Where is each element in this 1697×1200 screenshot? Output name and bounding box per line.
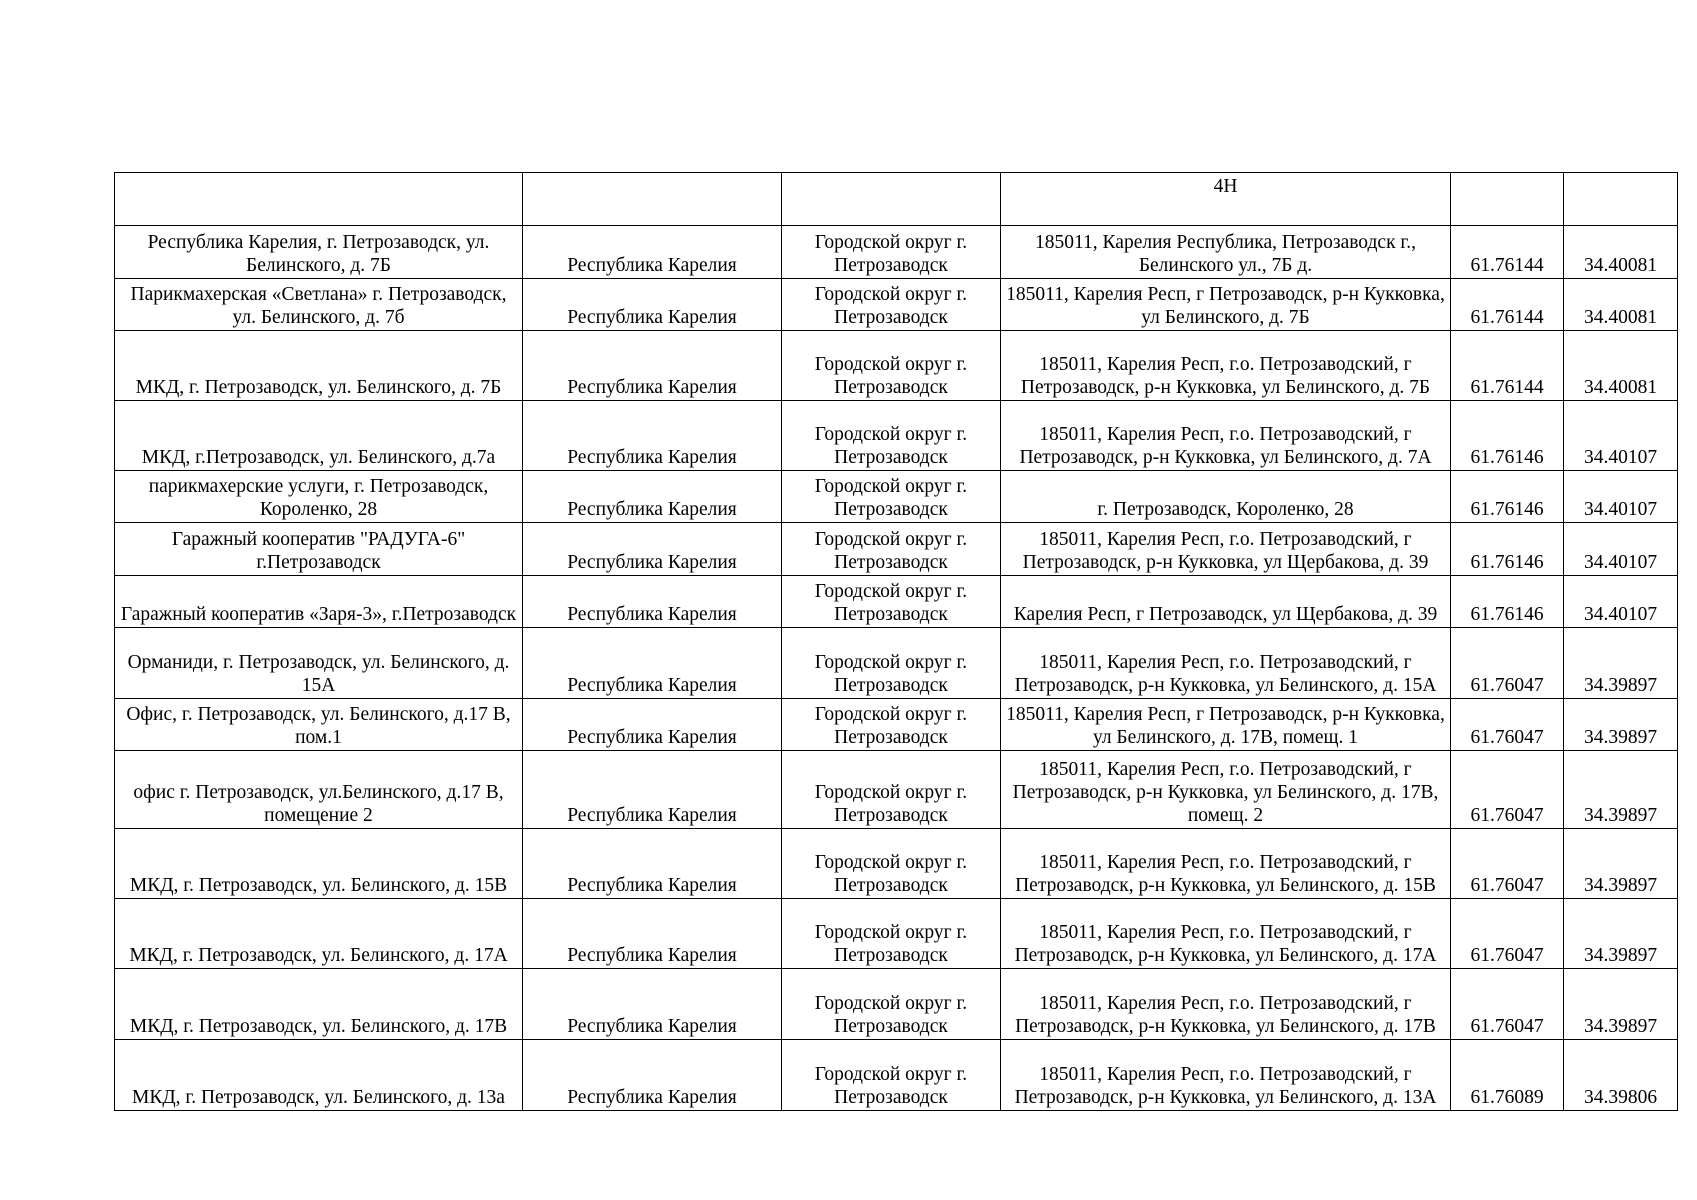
table-row (115, 279, 1678, 331)
cell-longitude: 34.40081 (1564, 331, 1678, 401)
cell-name (115, 173, 523, 226)
cell-name: Республика Карелия, г. Петрозаводск, ул. Белинского, д. 7Б (115, 226, 523, 279)
cell-name: МКД, г. Петрозаводск, ул. Белинского, д. 17А (115, 899, 523, 969)
table-row (115, 331, 1678, 401)
cell-district: Городской округ г. Петрозаводск (782, 401, 1001, 471)
cell-latitude: 61.76146 (1451, 523, 1564, 576)
cell-region: Республика Карелия (523, 523, 782, 576)
cell-address: 185011, Карелия Респ, г Петрозаводск, р-н Кукковка, ул Белинского, д. 17В, помещ. 1 (1001, 699, 1451, 751)
cell-longitude: 34.39897 (1564, 628, 1678, 699)
cell-longitude: 34.40107 (1564, 471, 1678, 523)
cell-district (782, 173, 1001, 226)
cell-region: Республика Карелия (523, 1040, 782, 1111)
table-row (115, 401, 1678, 471)
cell-region: Республика Карелия (523, 331, 782, 401)
cell-latitude: 61.76047 (1451, 829, 1564, 899)
cell-latitude: 61.76146 (1451, 401, 1564, 471)
cell-name: парикмахерские услуги, г. Петрозаводск, Короленко, 28 (115, 471, 523, 523)
cell-latitude: 61.76047 (1451, 751, 1564, 829)
cell-district: Городской округ г. Петрозаводск (782, 331, 1001, 401)
cell-name: офис г. Петрозаводск, ул.Белинского, д.17 В, помещение 2 (115, 751, 523, 829)
cell-address: г. Петрозаводск, Короленко, 28 (1001, 471, 1451, 523)
table-row (115, 829, 1678, 899)
cell-latitude (1451, 173, 1564, 226)
cell-region: Республика Карелия (523, 751, 782, 829)
cell-latitude: 61.76047 (1451, 628, 1564, 699)
cell-district: Городской округ г. Петрозаводск (782, 899, 1001, 969)
cell-longitude: 34.39897 (1564, 969, 1678, 1040)
cell-longitude: 34.40081 (1564, 279, 1678, 331)
cell-name: Гаражный кооператив "РАДУГА-6" г.Петрозаводск (115, 523, 523, 576)
cell-name: МКД, г. Петрозаводск, ул. Белинского, д. 17В (115, 969, 523, 1040)
cell-longitude: 34.39897 (1564, 899, 1678, 969)
cell-district: Городской округ г. Петрозаводск (782, 471, 1001, 523)
cell-district: Городской округ г. Петрозаводск (782, 829, 1001, 899)
cell-address: 185011, Карелия Респ, г.о. Петрозаводский, г Петрозаводск, р-н Кукковка, ул Щербакова, д. 39 (1001, 523, 1451, 576)
cell-district: Городской округ г. Петрозаводск (782, 751, 1001, 829)
cell-district: Городской округ г. Петрозаводск (782, 279, 1001, 331)
cell-address: 4Н (1001, 173, 1451, 226)
table-row (115, 471, 1678, 523)
cell-latitude: 61.76144 (1451, 226, 1564, 279)
cell-name: МКД, г. Петрозаводск, ул. Белинского, д. 7Б (115, 331, 523, 401)
cell-latitude: 61.76047 (1451, 899, 1564, 969)
cell-region: Республика Карелия (523, 279, 782, 331)
cell-name: МКД, г. Петрозаводск, ул. Белинского, д. 13а (115, 1040, 523, 1111)
cell-district: Городской округ г. Петрозаводск (782, 699, 1001, 751)
cell-region: Республика Карелия (523, 628, 782, 699)
cell-longitude: 34.40107 (1564, 523, 1678, 576)
cell-district: Городской округ г. Петрозаводск (782, 1040, 1001, 1111)
cell-region: Республика Карелия (523, 899, 782, 969)
cell-longitude: 34.40081 (1564, 226, 1678, 279)
cell-region: Республика Карелия (523, 969, 782, 1040)
cell-address: 185011, Карелия Респ, г.о. Петрозаводский, г Петрозаводск, р-н Кукковка, ул Белинского, д. 15В (1001, 829, 1451, 899)
cell-region: Республика Карелия (523, 471, 782, 523)
cell-longitude: 34.40107 (1564, 576, 1678, 628)
cell-region: Республика Карелия (523, 576, 782, 628)
cell-region: Республика Карелия (523, 226, 782, 279)
table-row (115, 523, 1678, 576)
cell-address: 185011, Карелия Республика, Петрозаводск г., Белинского ул., 7Б д. (1001, 226, 1451, 279)
cell-address: Карелия Респ, г Петрозаводск, ул Щербакова, д. 39 (1001, 576, 1451, 628)
cell-district: Городской округ г. Петрозаводск (782, 576, 1001, 628)
table-row (115, 628, 1678, 699)
cell-latitude: 61.76144 (1451, 279, 1564, 331)
table-row (115, 699, 1678, 751)
cell-address: 185011, Карелия Респ, г.о. Петрозаводский, г Петрозаводск, р-н Кукковка, ул Белинского, д. 17А (1001, 899, 1451, 969)
cell-longitude: 34.39897 (1564, 751, 1678, 829)
cell-latitude: 61.76089 (1451, 1040, 1564, 1111)
cell-latitude: 61.76047 (1451, 699, 1564, 751)
cell-longitude: 34.39806 (1564, 1040, 1678, 1111)
cell-district: Городской округ г. Петрозаводск (782, 969, 1001, 1040)
table-row (115, 899, 1678, 969)
cell-address: 185011, Карелия Респ, г.о. Петрозаводский, г Петрозаводск, р-н Кукковка, ул Белинского, д. 15А (1001, 628, 1451, 699)
table-row (115, 576, 1678, 628)
cell-district: Городской округ г. Петрозаводск (782, 226, 1001, 279)
cell-address: 185011, Карелия Респ, г Петрозаводск, р-н Кукковка, ул Белинского, д. 7Б (1001, 279, 1451, 331)
cell-name: МКД, г.Петрозаводск, ул. Белинского, д.7а (115, 401, 523, 471)
continuation-row (115, 173, 1678, 226)
cell-address: 185011, Карелия Респ, г.о. Петрозаводский, г Петрозаводск, р-н Кукковка, ул Белинского, д. 7Б (1001, 331, 1451, 401)
cell-latitude: 61.76144 (1451, 331, 1564, 401)
cell-district: Городской округ г. Петрозаводск (782, 523, 1001, 576)
cell-address: 185011, Карелия Респ, г.о. Петрозаводский, г Петрозаводск, р-н Кукковка, ул Белинского, д. 7А (1001, 401, 1451, 471)
table-row (115, 969, 1678, 1040)
cell-address: 185011, Карелия Респ, г.о. Петрозаводский, г Петрозаводск, р-н Кукковка, ул Белинского, д. 17В (1001, 969, 1451, 1040)
cell-longitude: 34.39897 (1564, 699, 1678, 751)
cell-latitude: 61.76146 (1451, 471, 1564, 523)
cell-region (523, 173, 782, 226)
cell-name: Офис, г. Петрозаводск, ул. Белинского, д.17 В, пом.1 (115, 699, 523, 751)
cell-name: Гаражный кооператив «Заря-3», г.Петрозаводск (115, 576, 523, 628)
cell-longitude (1564, 173, 1678, 226)
cell-region: Республика Карелия (523, 829, 782, 899)
registry-table (114, 172, 1678, 1111)
cell-address: 185011, Карелия Респ, г.о. Петрозаводский, г Петрозаводск, р-н Кукковка, ул Белинского, д. 13А (1001, 1040, 1451, 1111)
table-row (115, 1040, 1678, 1111)
cell-name: Парикмахерская «Светлана» г. Петрозаводск, ул. Белинского, д. 7б (115, 279, 523, 331)
cell-latitude: 61.76146 (1451, 576, 1564, 628)
cell-region: Республика Карелия (523, 401, 782, 471)
cell-address: 185011, Карелия Респ, г.о. Петрозаводский, г Петрозаводск, р-н Кукковка, ул Белинского, д. 17В, помещ. 2 (1001, 751, 1451, 829)
table-row (115, 751, 1678, 829)
cell-name: МКД, г. Петрозаводск, ул. Белинского, д. 15В (115, 829, 523, 899)
table-row (115, 226, 1678, 279)
cell-region: Республика Карелия (523, 699, 782, 751)
cell-name: Орманиди, г. Петрозаводск, ул. Белинского, д. 15А (115, 628, 523, 699)
registry-table-body (115, 173, 1678, 1111)
cell-longitude: 34.39897 (1564, 829, 1678, 899)
cell-latitude: 61.76047 (1451, 969, 1564, 1040)
cell-district: Городской округ г. Петрозаводск (782, 628, 1001, 699)
cell-longitude: 34.40107 (1564, 401, 1678, 471)
